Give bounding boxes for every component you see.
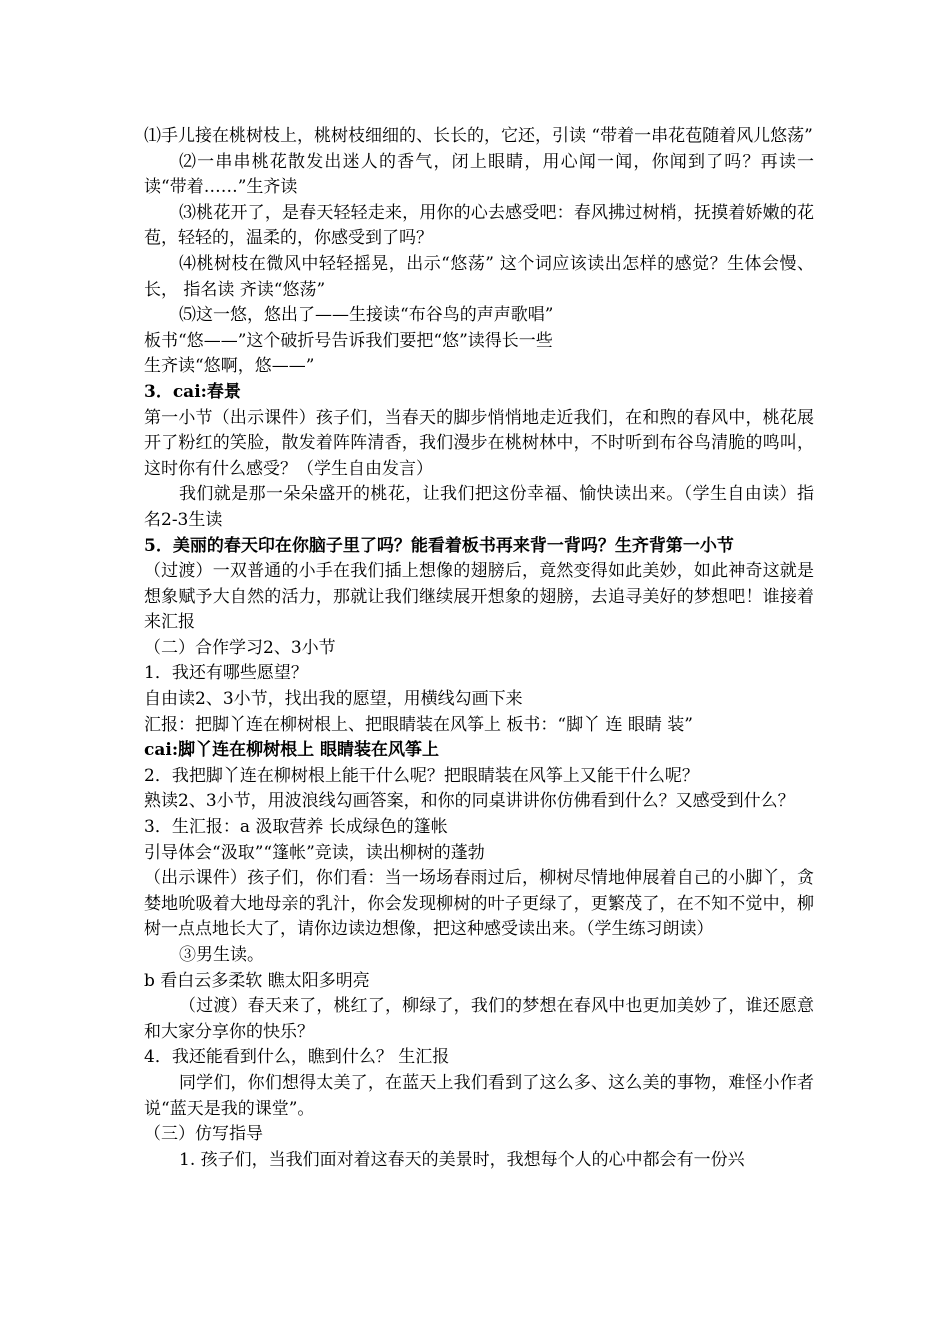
paragraph-line: 引导体会“汲取”“篷帐”竞读，读出柳树的蓬勃 bbox=[144, 842, 485, 863]
paragraph-line: （出示课件）孩子们，你们看：当一场场春雨过后，柳树尽情地伸展着自己的小脚丫，贪婪地吮吸着大地母亲的乳汁，你会发现柳树的叶子更绿了，更繁茂了，在不知不觉中，柳树一点点地长大了，请你边读边想像，把这种感受读出来。（学生练习朗读） bbox=[144, 868, 814, 940]
paragraph-line: 生齐读“悠啊，悠——” bbox=[144, 356, 315, 377]
paragraph-line: ⑴手儿接在桃树枝上，桃树枝细细的、长长的，它还，引读 “带着一串花苞随着风儿悠荡” bbox=[144, 126, 813, 146]
paragraph-line: ③男生读。 bbox=[179, 945, 264, 965]
paragraph-line: （过渡）春天来了，桃红了，柳绿了，我们的梦想在春风中也更加美妙了，谁还愿意和大家分享你的快乐？ bbox=[144, 996, 814, 1042]
paragraph-line: cai:脚丫连在柳树根上 眼睛装在风筝上 bbox=[144, 740, 440, 761]
paragraph-line: 2．我把脚丫连在柳树根上能干什么呢？把眼睛装在风筝上又能干什么呢？ bbox=[144, 765, 699, 786]
paragraph-line: ⑷桃树枝在微风中轻轻摇晃，出示“悠荡” 这个词应该读出怎样的感觉？生体会慢、长， 指名读 齐读“悠荡” bbox=[144, 253, 814, 300]
paragraph-line: 第一小节（出示课件）孩子们，当春天的脚步悄悄地走近我们，在和煦的春风中，桃花展开了粉红的笑脸，散发着阵阵清香，我们漫步在桃树林中，不时听到布谷鸟清脆的鸣叫，这时你有什么感受？（学生自由发言） bbox=[144, 407, 814, 479]
document-body bbox=[144, 124, 814, 1173]
paragraph-line: b 看白云多柔软 瞧太阳多明亮 bbox=[144, 970, 370, 991]
paragraph-line: 4．我还能看到什么，瞧到什么？ 生汇报 bbox=[144, 1047, 450, 1068]
paragraph-line: 1. 孩子们，当我们面对着这春天的美景时，我想每个人的心中都会有一份兴 bbox=[179, 1149, 745, 1170]
paragraph-line: ⑵一串串桃花散发出迷人的香气，闭上眼睛，用心闻一闻，你闻到了吗？再读一读“带着……”生齐读 bbox=[144, 151, 814, 198]
paragraph-line: （二）合作学习2、3小节 bbox=[144, 637, 336, 658]
paragraph-line: （三）仿写指导 bbox=[144, 1124, 263, 1145]
paragraph-line: 汇报：把脚丫连在柳树根上、把眼睛装在风筝上 板书：“脚丫 连 眼睛 装” bbox=[144, 714, 693, 735]
paragraph-line: 1．我还有哪些愿望？ bbox=[144, 663, 308, 684]
paragraph-line: 我们就是那一朵朵盛开的桃花，让我们把这份幸福、愉快读出来。（学生自由读）指名2-3生读 bbox=[144, 484, 814, 530]
paragraph-line: 3．cai:春景 bbox=[144, 381, 241, 402]
paragraph-line: 3．生汇报：a 汲取营养 长成绿色的篷帐 bbox=[144, 817, 448, 838]
paragraph-line: 5．美丽的春天印在你脑子里了吗？能看着板书再来背一背吗？生齐背第一小节 bbox=[144, 535, 734, 556]
paragraph-line: ⑸这一悠，悠出了——生接读“布谷鸟的声声歌唱” bbox=[179, 305, 554, 326]
paragraph-line: 熟读2、3小节，用波浪线勾画答案，和你的同桌讲讲你仿佛看到什么？又感受到什么？ bbox=[144, 791, 795, 812]
paragraph-line: （过渡）一双普通的小手在我们插上想像的翅膀后，竟然变得如此美妙，如此神奇这就是想象赋予大自然的活力，那就让我们继续展开想象的翅膀，去追寻美好的梦想吧！谁接着来汇报 bbox=[144, 561, 814, 633]
paragraph-line: 自由读2、3小节，找出我的愿望，用横线勾画下来 bbox=[144, 689, 523, 710]
paragraph-line: 同学们，你们想得太美了，在蓝天上我们看到了这么多、这么美的事物，难怪小作者说“蓝天是我的课堂”。 bbox=[144, 1072, 814, 1119]
paragraph-line: ⑶桃花开了，是春天轻轻走来，用你的心去感受吧：春风拂过树梢，抚摸着娇嫩的花苞，轻轻的，温柔的，你感受到了吗？ bbox=[144, 202, 814, 249]
paragraph-line: 板书“悠——”这个破折号告诉我们要把“悠”读得长一些 bbox=[144, 330, 553, 351]
